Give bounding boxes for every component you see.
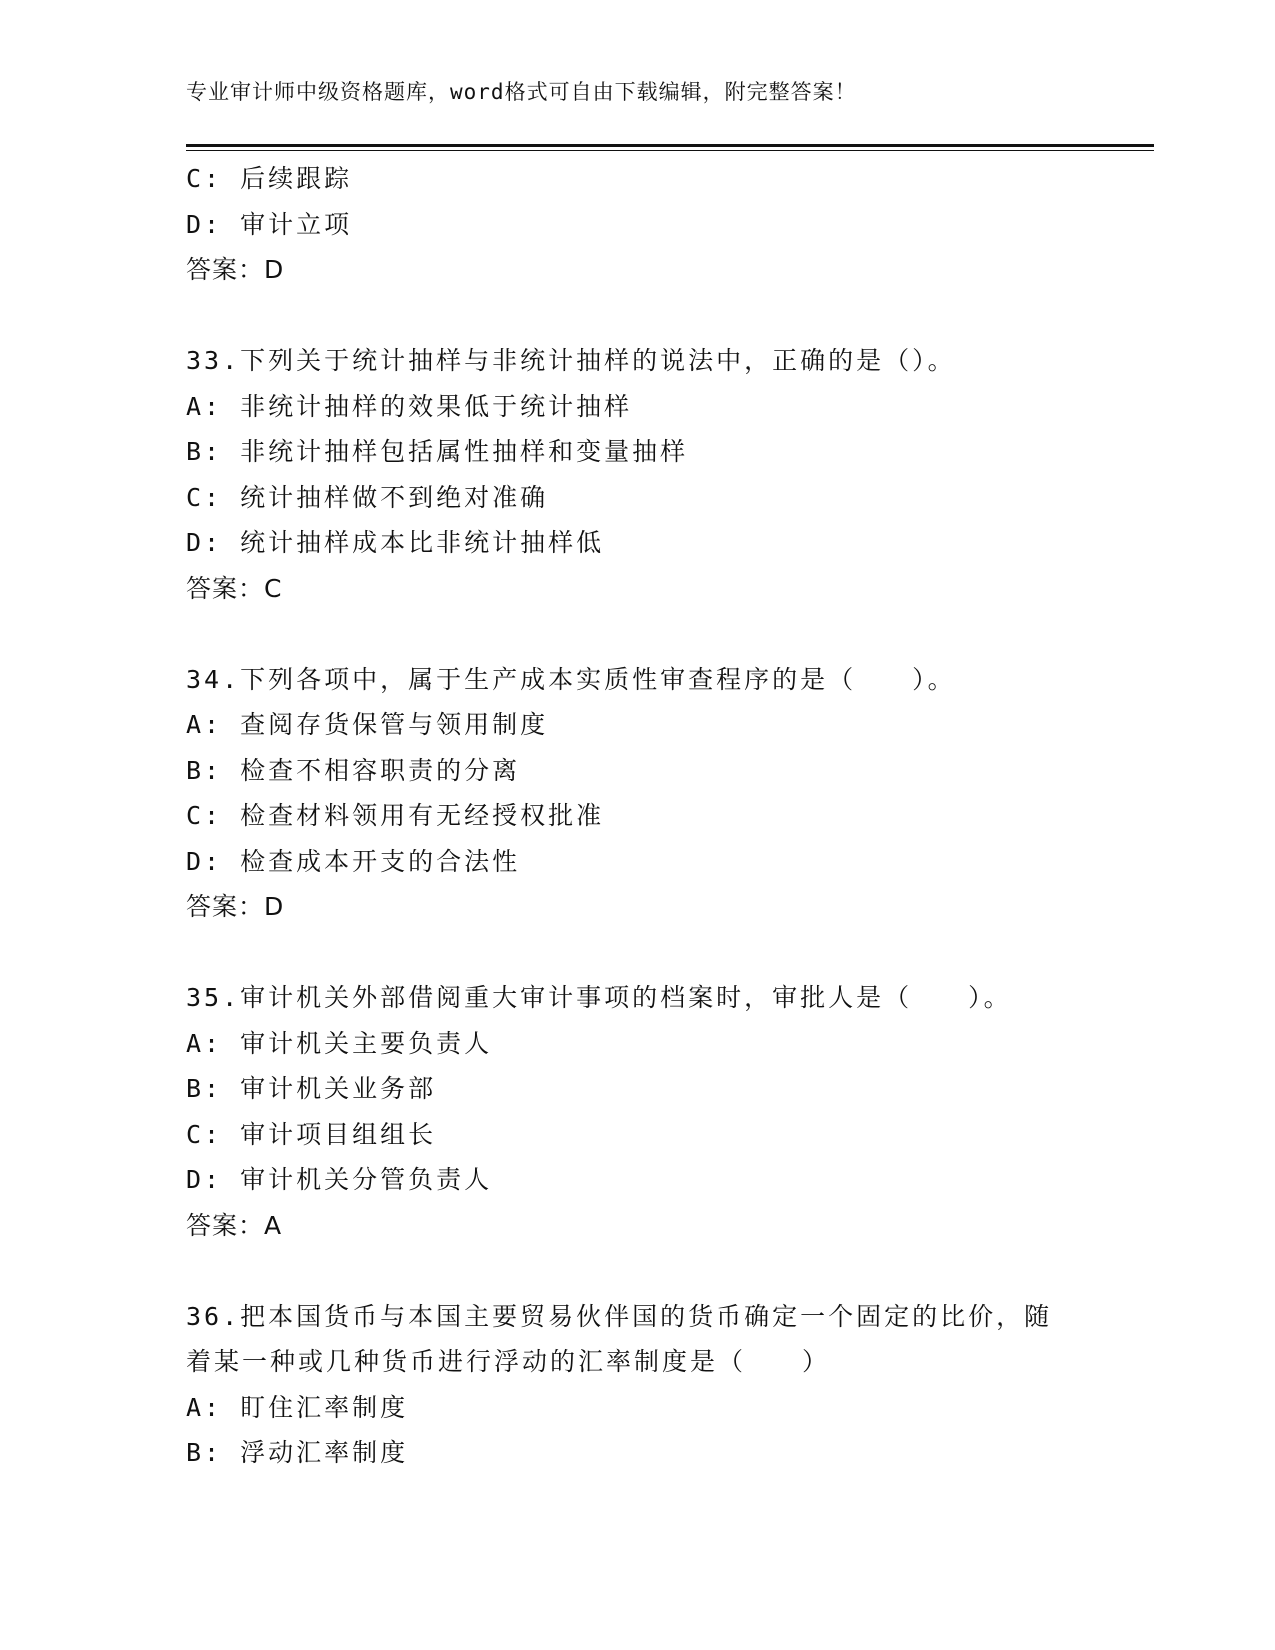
option-a: A: 盯住汇率制度 — [186, 1392, 409, 1422]
option-d: D: 审计立项 — [186, 209, 353, 239]
option-c: C: 统计抽样做不到绝对准确 — [186, 482, 549, 512]
option-c: C: 检查材料领用有无经授权批准 — [186, 801, 605, 830]
option-c: C: 后续跟踪 — [186, 164, 353, 193]
option-a: A: 审计机关主要负责人 — [186, 1028, 493, 1058]
option-c: C: 审计项目组组长 — [186, 1119, 437, 1149]
spacer — [186, 1248, 1154, 1294]
option-d: D: 检查成本开支的合法性 — [186, 846, 521, 876]
question-34 — [186, 657, 1154, 930]
spacer — [186, 293, 1154, 339]
question-stem: 35.审计机关外部借阅重大审计事项的档案时，审批人是（ ）。 — [186, 983, 1012, 1012]
question-35 — [186, 975, 1154, 1248]
question-stem: 33.下列关于统计抽样与非统计抽样的说法中，正确的是（）。 — [186, 346, 956, 375]
spacer — [186, 611, 1154, 657]
spacer — [186, 930, 1154, 976]
question-stem: 36.把本国货币与本国主要贸易伙伴国的货币确定一个固定的比价，随 — [186, 1301, 1053, 1331]
option-b: B: 审计机关业务部 — [186, 1074, 437, 1103]
option-d: D: 统计抽样成本比非统计抽样低 — [186, 528, 605, 557]
option-b: B: 浮动汇率制度 — [186, 1438, 409, 1467]
option-a: A: 非统计抽样的效果低于统计抽样 — [186, 391, 633, 421]
option-a: A: 查阅存货保管与领用制度 — [186, 710, 549, 739]
question-32-continued — [186, 156, 1154, 293]
answer-line: 答案：C — [186, 573, 283, 603]
option-b: B: 非统计抽样包括属性抽样和变量抽样 — [186, 437, 689, 466]
page-header: 专业审计师中级资格题库，word格式可自由下载编辑，附完整答案！ — [186, 80, 857, 104]
question-stem-continued: 着某一种或几种货币进行浮动的汇率制度是（ ） — [186, 1347, 831, 1376]
question-33 — [186, 338, 1154, 611]
answer-line: 答案：A — [186, 1210, 283, 1240]
question-list — [186, 156, 1154, 1476]
question-36 — [186, 1294, 1154, 1476]
header-rule-thin — [186, 150, 1154, 151]
question-stem: 34.下列各项中，属于生产成本实质性审查程序的是（ ）。 — [186, 664, 956, 694]
header-rule-thick — [186, 144, 1154, 147]
answer-line: 答案：D — [186, 892, 285, 921]
option-b: B: 检查不相容职责的分离 — [186, 755, 521, 785]
answer-line: 答案：D — [186, 255, 285, 284]
option-d: D: 审计机关分管负责人 — [186, 1165, 493, 1194]
